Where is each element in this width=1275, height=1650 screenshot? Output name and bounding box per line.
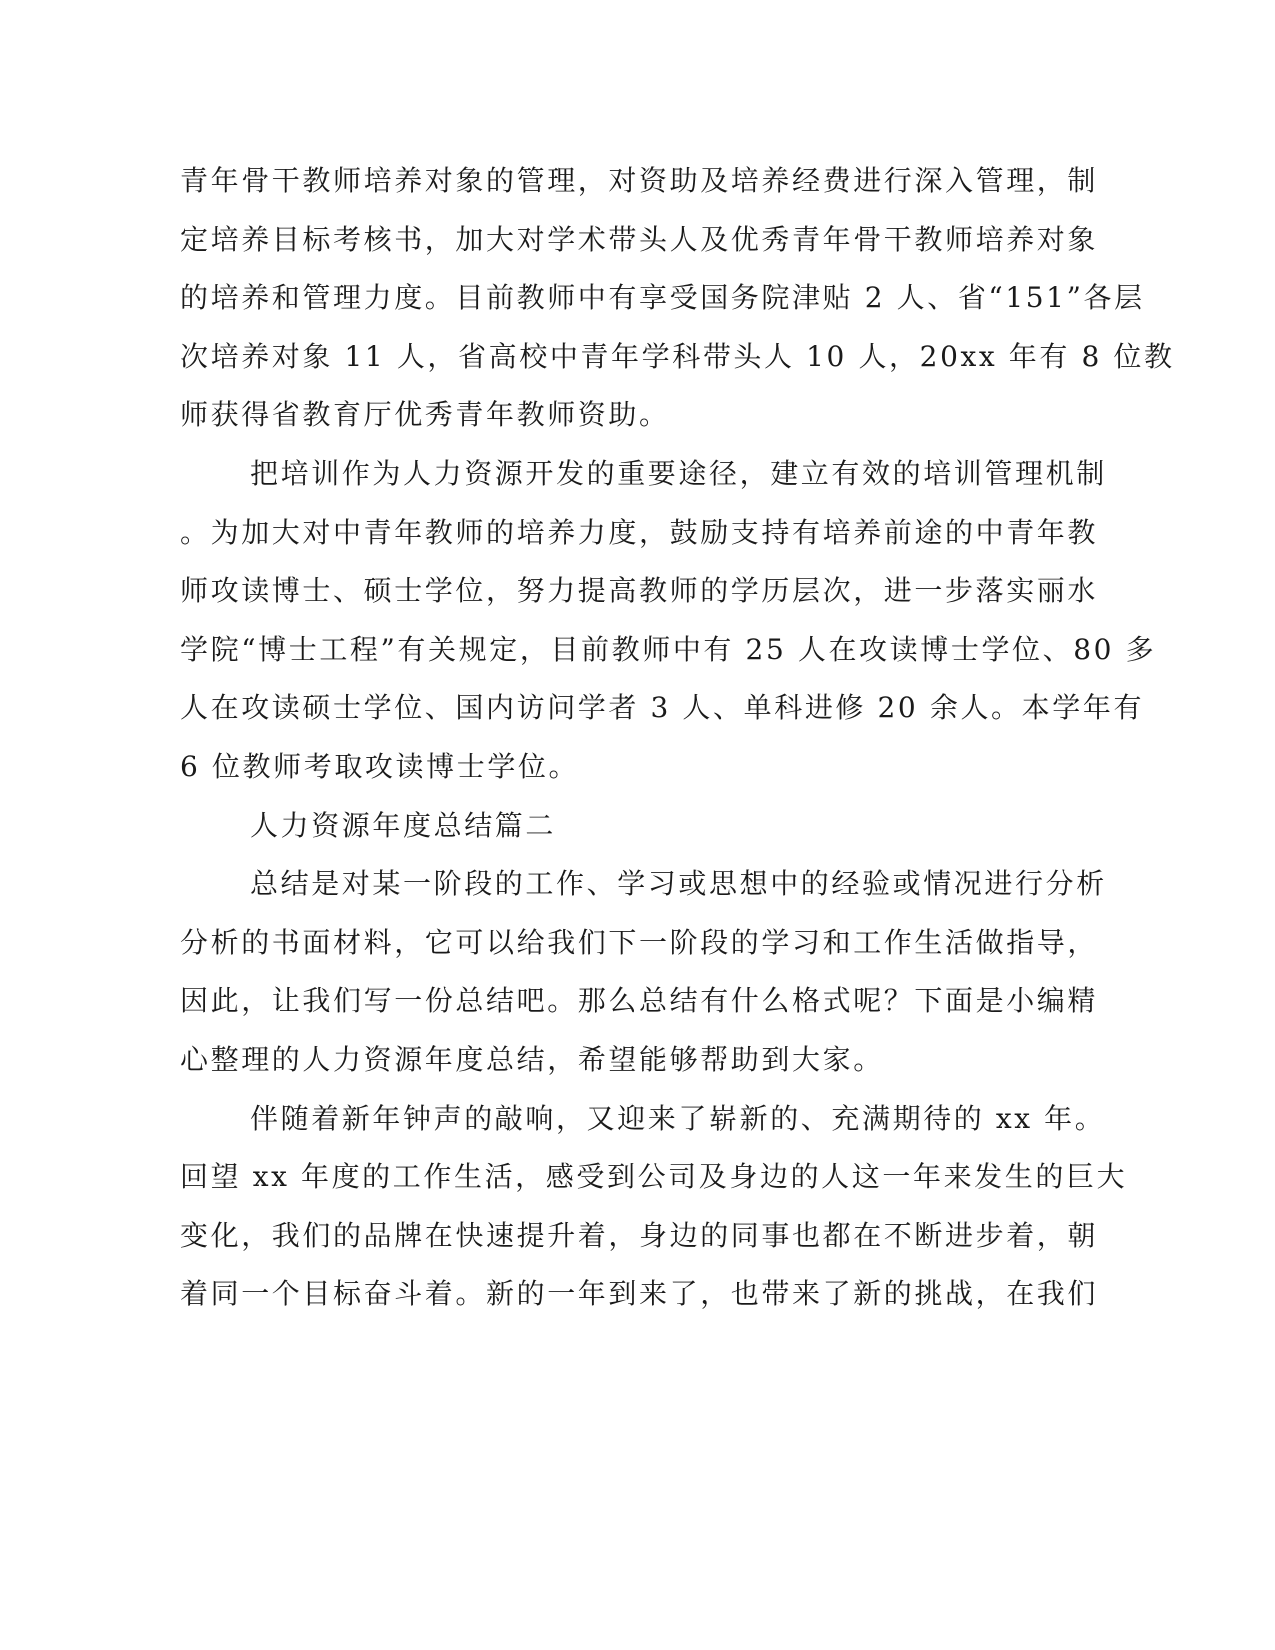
document-body [180,152,1175,1324]
text-line: 师攻读博士、硕士学位，努力提高教师的学历层次，进一步落实丽水 [180,574,1099,608]
text-line: 学院“博士工程”有关规定，目前教师中有 25 人在攻读博士学位、80 多 [180,632,1157,666]
text-line: 次培养对象 11 人，省高校中青年学科带头人 10 人，20xx 年有 8 位教 [180,339,1175,373]
text-line: 的培养和管理力度。目前教师中有享受国务院津贴 2 人、省“151”各层 [180,281,1145,315]
text-line: 6 位教师考取攻读博士学位。 [180,749,580,783]
text-line: 变化，我们的品牌在快速提升着，身边的同事也都在不断进步着，朝 [180,1218,1099,1252]
paragraph-start-line: 总结是对某一阶段的工作、学习或思想中的经验或情况进行分析 [250,867,1107,901]
text-line: 。为加大对中青年教师的培养力度，鼓励支持有培养前途的中青年教 [180,515,1099,549]
text-line: 着同一个目标奋斗着。新的一年到来了，也带来了新的挑战，在我们 [180,1277,1099,1311]
text-line: 回望 xx 年度的工作生活，感受到公司及身边的人这一年来发生的巨大 [180,1160,1128,1194]
paragraph-start-line: 伴随着新年钟声的敲响，又迎来了崭新的、充满期待的 xx 年。 [250,1101,1106,1135]
text-line: 青年骨干教师培养对象的管理，对资助及培养经费进行深入管理，制 [180,164,1099,197]
text-line: 人在攻读硕士学位、国内访问学者 3 人、单科进修 20 余人。本学年有 [180,691,1145,725]
paragraph-start-line: 把培训作为人力资源开发的重要途径，建立有效的培训管理机制 [250,456,1107,490]
text-line: 因此，让我们写一份总结吧。那么总结有什么格式呢？下面是小编精 [180,984,1099,1018]
text-line: 心整理的人力资源年度总结，希望能够帮助到大家。 [180,1042,884,1076]
text-line: 定培养目标考核书，加大对学术带头人及优秀青年骨干教师培养对象 [180,222,1099,256]
section-heading: 人力资源年度总结篇二 [250,808,557,842]
text-line: 分析的书面材料，它可以给我们下一阶段的学习和工作生活做指导， [180,925,1099,959]
text-line: 师获得省教育厅优秀青年教师资助。 [180,398,670,432]
